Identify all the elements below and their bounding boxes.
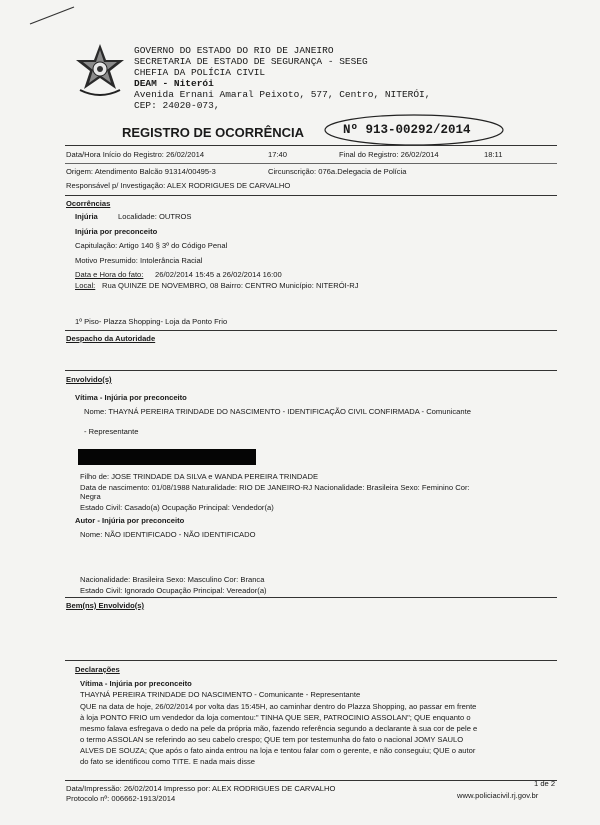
declaracao-line: ALVES DE SOUZA; Que após o fato ainda entrou na loja e tentou falar com o gerente, e não conseguiu; QUE o autor [80, 746, 476, 755]
declaracao-nome: THAYNÁ PEREIRA TRINDADE DO NASCIMENTO - Comunicante - Representante [80, 690, 361, 699]
divider [65, 370, 557, 371]
section-envolvidos: Envolvido(s) [66, 375, 112, 384]
end-datetime: Final do Registro: 26/02/2014 [339, 150, 439, 159]
filiacao: Filho de: JOSE TRINDADE DA SILVA e WANDA PEREIRA TRINDADE [80, 472, 319, 481]
start-datetime: Data/Hora Início do Registro: 26/02/2014 [66, 150, 205, 159]
page-number: 1 de 2 [534, 779, 556, 788]
divider [65, 145, 557, 146]
circunscricao: Circunscrição: 076a.Delegacia de Polícia [268, 167, 407, 176]
vitima-nome: Nome: THAYNÁ PEREIRA TRINDADE DO NASCIMENTO - IDENTIFICAÇÃO CIVIL CONFIRMADA - Comunicante [84, 407, 471, 416]
origem: Origem: Atendimento Balcão 91314/00495-3 [66, 167, 216, 176]
crime-subtype: Injúria por preconceito [75, 227, 158, 236]
section-bens: Bem(ns) Envolvido(s) [66, 601, 145, 610]
local: Rua QUINZE DE NOVEMBRO, 08 Bairro: CENTRO Município: NITERÓI-RJ [102, 281, 359, 290]
local-label: Local: [75, 281, 96, 290]
impressao: Data/Impressão: 26/02/2014 Impresso por: ALEX RODRIGUES DE CARVALHO [66, 784, 336, 793]
declaracao-line: o termo ASSOLAN se referindo ao seu cabelo crespo; QUE tem por testemunha do fato o nacional JOMY SAULO [80, 735, 464, 744]
declaracao-line: do fato se identificou como TITE. E nada mais disse [80, 757, 256, 766]
motivo: Motivo Presumido: Intolerância Racial [75, 256, 203, 265]
secretaria-line: SECRETARIA DE ESTADO DE SEGURANÇA - SESEG [134, 56, 368, 67]
fact-date-label: Data e Hora do fato: [75, 270, 144, 279]
end-time: 18:11 [484, 150, 503, 159]
chefia-line: CHEFIA DA POLÍCIA CIVIL [134, 67, 266, 78]
capitulacao: Capitulação: Artigo 140 § 3º do Código Penal [75, 241, 228, 250]
page-title: REGISTRO DE OCORRÊNCIA [122, 125, 305, 140]
vitima-title: Vítima - Injúria por preconceito [75, 393, 187, 402]
declaracao-line: mesmo falava esfregava o dedo na pele da própria mão, fazendo referência segundo a declarante à sua cor de pele e [80, 724, 478, 733]
gov-line: GOVERNO DO ESTADO DO RIO DE JANEIRO [134, 45, 334, 56]
divider [65, 660, 557, 661]
estado-civil: Estado Civil: Casado(a) Ocupação Principal: Vendedor(a) [80, 503, 274, 512]
divider [65, 163, 557, 164]
cor: Negra [80, 492, 101, 501]
divider [65, 330, 557, 331]
unit-line: DEAM - Niterói [134, 78, 214, 89]
divider [65, 597, 557, 598]
site-url: www.policiacivil.rj.gov.br [457, 791, 539, 800]
cep-line: CEP: 24020-073, [134, 100, 220, 111]
declaracao-line: QUE na data de hoje, 26/02/2014 por volta das 15:45H, ao caminhar dentro do Plazza Shopping, ao passar em frente [80, 702, 477, 711]
start-time: 17:40 [268, 150, 288, 159]
responsavel: Responsável p/ Investigação: ALEX RODRIGUES DE CARVALHO [66, 181, 291, 190]
autor-nome: Nome: NÃO IDENTIFICADO - NÃO IDENTIFICADO [80, 530, 256, 539]
autor-estado-civil: Estado Civil: Ignorado Ocupação Principal: Vereador(a) [80, 586, 267, 595]
localidade: Localidade: OUTROS [118, 212, 192, 221]
address-line: Avenida Ernani Amaral Peixoto, 577, Centro, NITERÓI, [134, 89, 431, 100]
redaction-bar [78, 449, 256, 465]
pen-mark [28, 4, 78, 28]
declaracao-line: à loja PONTO FRIO um vendedor da loja comentou:" TINHA QUE SER, PATROCINIO ASSOLAN"; QUE enquanto o [80, 713, 471, 722]
declaracao-title: Vítima - Injúria por preconceito [80, 679, 192, 688]
nascimento: Data de nascimento: 01/08/1988 Naturalidade: RIO DE JANEIRO-RJ Nacionalidade: Brasileira Sexo: Feminino Cor: [80, 483, 470, 492]
autor-title: Autor - Injúria por preconceito [75, 516, 185, 525]
occurrence-number: Nº 913-00292/2014 [343, 123, 471, 137]
divider [65, 195, 557, 196]
protocolo: Protocolo nº: 006662-1913/2014 [66, 794, 176, 803]
section-declaracoes: Declarações [75, 665, 120, 674]
fact-date: 26/02/2014 15:45 a 26/02/2014 16:00 [155, 270, 282, 279]
autor-nacionalidade: Nacionalidade: Brasileira Sexo: Masculino Cor: Branca [80, 575, 265, 584]
section-despacho: Despacho da Autoridade [66, 334, 156, 343]
divider [65, 780, 557, 781]
police-badge-icon [72, 42, 128, 100]
crime-type: Injúria [75, 212, 98, 221]
vitima-representante: - Representante [84, 427, 139, 436]
section-ocorrencias: Ocorrências [66, 199, 111, 208]
complemento: 1º Piso- Plazza Shopping- Loja da Ponto Frio [75, 317, 228, 326]
